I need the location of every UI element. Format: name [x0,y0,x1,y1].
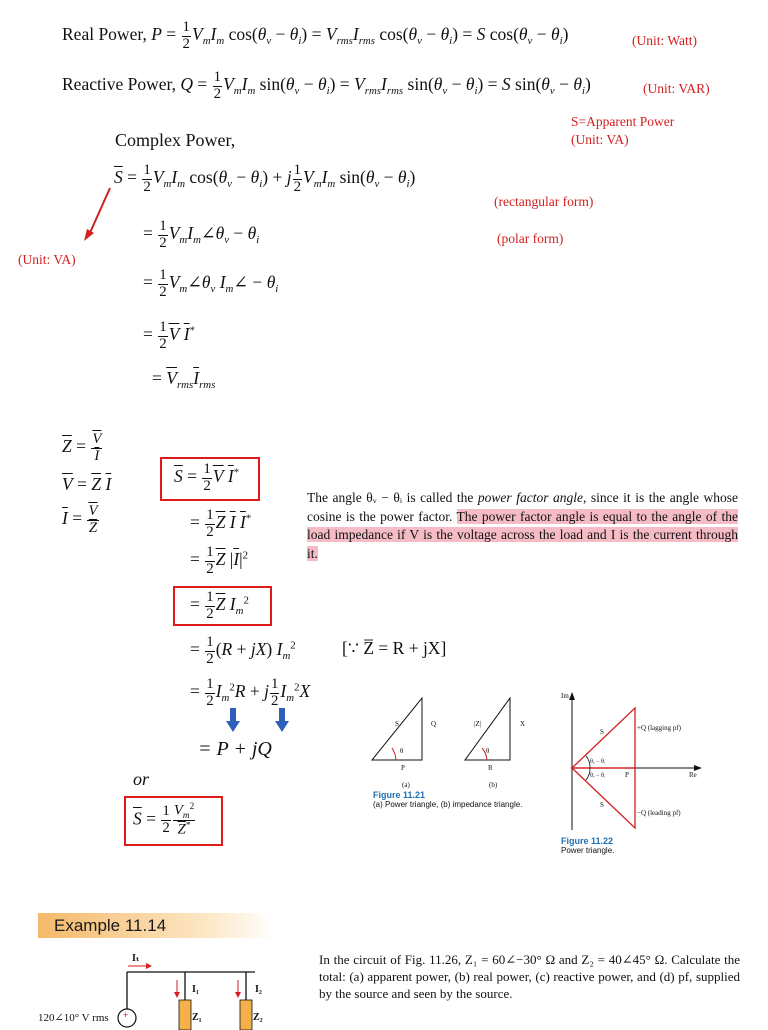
complex-power-line-1: $\overline{S}$ = $\frac{1}{2}$ $V_mI_m$ $\cos(\theta_v - \theta_i) + j$ $\frac{1}{2}$ $V_mI_m$ $\sin(\theta_v - \theta_i)$ [114,162,416,195]
complex-power-line-3: = $\frac{1}{2}$ $V_m\angle\theta_v$ $I_m\angle - \theta_i$ [143,267,279,300]
complex-power-line-4: = $\frac{1}{2}$ $\overline{V}$ $\overline{I}^*$ [143,319,196,352]
derivation-result: = P + jQ [198,738,272,760]
fig22-s-bottom: S [600,801,604,809]
fig22-leading: −Q (leading pf) [637,809,681,817]
fig22-re: Re [689,771,697,779]
fig22-im: Im [561,692,569,700]
fig21-a-opp: Q [431,720,437,728]
fig21-b-angle: θ [486,747,490,755]
fig22-angle-bottom: θᵥ − θᵢ [590,773,605,779]
derivation-line-1: $\overline{S}$ = $\frac{1}{2}$ $\overline{V}$ $\overline{I}^*$ [174,461,240,494]
fig21-b-opp: X [520,720,526,728]
fig22-title: Figure 11.22 [561,836,614,846]
real-power-label: Real Power, [62,24,147,45]
fig21-b-label: (b) [489,781,498,789]
fig22-caption: Power triangle. [561,846,615,855]
or-label: or [133,769,150,789]
fig22-s-top: S [600,728,604,736]
fig21-b-adj: R [488,764,493,772]
fig21-b-hyp: |Z| [474,720,482,728]
identity-v: $\overline{V} = \overline{Z}$ $\overline{I}$ [62,474,112,494]
fig21-a-hyp: S [395,720,399,728]
arrow-down-icon [275,708,289,732]
derivation-line-4: = $\frac{1}{2}$ $\overline{Z}$ $I_m^2$ [190,589,249,622]
fig22-angle-top: θᵥ − θᵢ [590,759,605,765]
figure-11-22-power-triangle [560,690,710,830]
circuit-i1-label: I₁ [192,984,199,995]
paragraph-highlight: The power factor angle is equal to the angle of the load impedance if V is the voltage across the load and I is the current through it. [307,508,738,561]
complex-power-line-5: = $\overline{V}_{rms}\overline{I}_{rms}$ [152,368,216,391]
example-problem-text: In the circuit of Fig. 11.26, Z₁ = 60∠−30° Ω and Z₂ = 40∠45° Ω. Calculate the total: (a) apparent power, (b) real power, (c) reactive power, and (d) pf, supplied by the source and seen by the source. [319,952,740,1001]
unit-va-left: (Unit: VA) [18,252,76,267]
derivation-line-3: = $\frac{1}{2}$ $\overline{Z}$ $|\overline{I}|^2$ [190,544,249,577]
figure-11-21-triangles [360,690,530,780]
reactive-power-unit: (Unit: VAR) [643,81,710,96]
fig21-a-label: (a) [402,781,410,789]
arrow-down-icon [226,708,240,732]
fig22-p: P [625,771,629,779]
reactive-power-equation: Reactive Power, Q = $\frac{1}{2}$ $V_mI_m$ $\sin(\theta_v - \theta_i) = V_{rms}I_{rms}$ $\sin(\theta_v - \theta_i) = S$ $\sin(\theta_v - \theta_i)$ [62,69,591,102]
real-power-unit: (Unit: Watt) [632,33,698,48]
fig21-a-angle: θ [400,747,404,755]
identity-i: $\overline{I}$ = $\frac{\overline{V}}{Z}$ [62,503,98,536]
circuit-i2-label: I₂ [255,984,262,995]
real-power-equation: Real Power, P = $\frac{1}{2}$ $V_mI_m$ $\cos(\theta_v - \theta_i) = V_{rms}I_{rms}$ $\cos(\theta_v - \theta_i) = S$ $\cos(\theta_v - \theta_i)$ [62,19,569,52]
complex-power-line-2: = $\frac{1}{2}$ $V_mI_m\angle\theta_v - \theta_i$ [143,218,260,251]
paragraph-term: power factor angle [477,490,583,505]
paragraph-pre: The angle θᵥ − θᵢ is called the [307,490,478,505]
example-title: Example 11.14 [54,916,167,935]
circuit-it-label: Iₜ [132,953,140,964]
fig22-lagging: +Q (lagging pf) [637,724,681,732]
circuit-z1-label: Z₁ [192,1012,202,1023]
complex-power-label: Complex Power, [115,130,236,150]
derivation-hint: [∵ Z̅ = R + jX] [342,638,447,658]
example-banner [38,913,275,938]
fig21-title: Figure 11.21 [373,790,426,800]
power-factor-paragraph [307,489,738,563]
apparent-power-unit: (Unit: VA) [571,132,629,147]
derivation-line-5: = $\frac{1}{2}$ (R + jX) $I_m^2$ [190,634,296,667]
identity-z: $\overline{Z}$ = $\frac{\overline{V}}{I}$ [62,431,102,464]
alternate-formula: $\overline{S}$ = $\frac{1}{2}$ $\frac{V_m^2}{\overline{Z}^*}$ [133,801,195,838]
unit-pointer-arrow [80,185,120,245]
rectangular-form-note: (rectangular form) [494,194,594,209]
derivation-line-6: = $\frac{1}{2}$ $I_m^2R + j$ $\frac{1}{2}$ $I_m^2X$ [190,676,311,709]
polar-form-note: (polar form) [497,231,564,246]
fig21-a-adj: P [401,764,405,772]
reactive-power-label: Reactive Power, [62,74,176,95]
derivation-line-2: = $\frac{1}{2}$ $\overline{Z}$ $\overline{I}$ $\overline{I}^*$ [190,507,252,540]
circuit-z2-label: Z₂ [253,1012,263,1023]
svg-text:+: + [123,1010,129,1020]
circuit-source-label: 120∠10° V rms [38,1012,109,1024]
apparent-power-note: S=Apparent Power [571,114,675,129]
paragraph-mid: , since it is the angle whose cosine is the power factor. [307,490,739,524]
fig21-caption: (a) Power triangle, (b) impedance triangle. [373,800,523,809]
